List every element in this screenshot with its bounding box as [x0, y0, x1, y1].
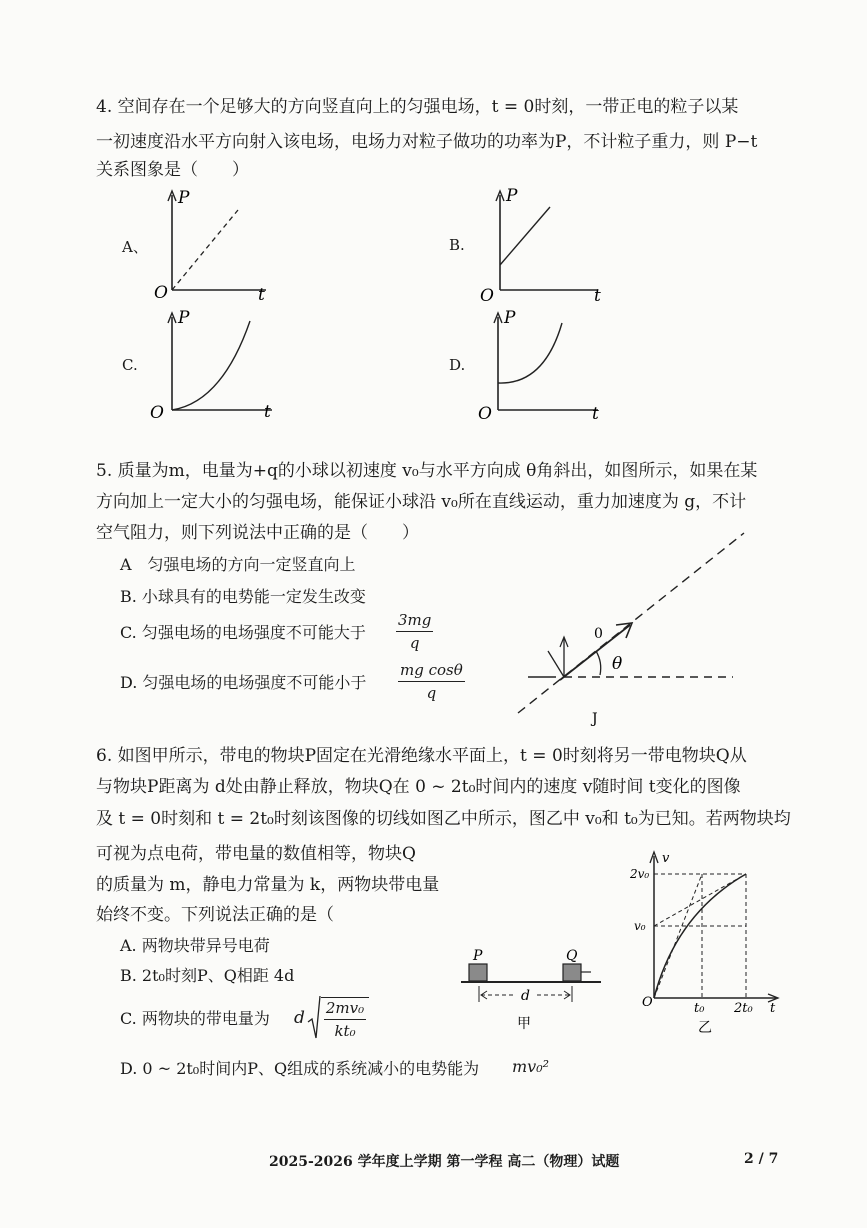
q4-graph-c	[150, 307, 280, 427]
block-p	[469, 964, 487, 981]
q4-stem-line2: 一初速度沿水平方向射入该电场，电场力对粒子做功的功率为P，不计粒子重力，则 P−t	[96, 132, 758, 152]
q6-option-b: B. 2t₀时刻P、Q相距 4d	[120, 966, 295, 985]
q6-stem-line1: 6. 如图甲所示，带电的物块P固定在光滑绝缘水平面上，t = 0时刻将另一带电物块Q从	[96, 746, 747, 766]
q4-graph-d	[476, 305, 606, 425]
q6-figure-yi	[628, 846, 788, 1041]
q6-jia-q: Q	[566, 948, 578, 964]
q4-d-origin: O	[478, 404, 492, 424]
q4-option-b-label: B.	[449, 236, 465, 254]
q6-c-numerator: 2mv₀	[324, 999, 366, 1020]
q5-stem-line1: 5. 质量为m，电量为+q的小球以初速度 v₀与水平方向成 θ角斜出，如图所示，如果在某	[96, 461, 758, 481]
q6-stem-line6: 始终不变。下列说法正确的是（	[96, 905, 334, 925]
q6-option-d-value: mv₀²	[512, 1057, 550, 1076]
q5-option-c: C. 匀强电场的电场强度不可能大于	[120, 623, 366, 642]
q6-stem-line2: 与物块P距离为 d处由静止释放，物块Q在 0 ~ 2t₀时间内的速度 v随时间 t变化的图像	[96, 777, 741, 797]
q5-option-b: B. 小球具有的电势能一定发生改变	[120, 587, 366, 606]
q6-yi-t: t	[770, 1001, 776, 1016]
block-q	[563, 964, 581, 981]
q5-option-c-fraction	[396, 611, 433, 652]
q4-c-x-label: t	[264, 402, 271, 422]
q6-stem-line5: 的质量为 m，静电力常量为 k，两物块带电量	[96, 875, 440, 895]
q4-option-c-label: C.	[122, 356, 138, 374]
q6-yi-2t0: 2t₀	[734, 1001, 753, 1016]
q4-c-origin: O	[150, 403, 164, 423]
q4-b-origin: O	[480, 286, 494, 305]
q4-option-a-label: A、	[122, 238, 148, 256]
radical-sign-icon	[307, 994, 321, 1042]
q6-stem-line3: 及 t = 0时刻和 t = 2t₀时刻该图像的切线如图乙中所示，图乙中 v₀和 t₀为已知。若两物块均	[96, 809, 791, 829]
q4-stem-line3: 关系图象是（ ）	[96, 160, 249, 180]
q6-option-c-expression	[294, 994, 369, 1042]
q6-jia-caption: 甲	[517, 1016, 531, 1032]
q4-option-d-label: D.	[449, 356, 466, 374]
q6-yi-v: v	[662, 851, 670, 866]
q6-figure-jia	[455, 940, 615, 1035]
q4-d-x-label: t	[592, 404, 599, 424]
q5-d-numerator: mg cosθ	[398, 661, 465, 682]
q6-jia-d: d	[521, 988, 530, 1004]
q5-fig-mark: J	[592, 711, 598, 727]
q4-b-y-label: P	[506, 186, 518, 206]
q6-option-d: D. 0 ~ 2t₀时间内P、Q组成的系统减小的电势能为	[120, 1059, 480, 1078]
q6-c-denominator: kt₀	[334, 1021, 356, 1040]
q4-a-x-label: t	[258, 285, 265, 305]
page-number: 2 / 7	[744, 1151, 779, 1167]
q4-graph-a	[150, 185, 275, 305]
page-footer-title: 2025-2026 学年度上学期 第一学程 高二（物理）试题	[269, 1154, 620, 1170]
q4-a-origin: O	[154, 283, 168, 303]
q5-c-numerator: 3mg	[396, 611, 433, 632]
q5-d-denominator: q	[426, 684, 437, 702]
q5-stem-line3: 空气阻力，则下列说法中正确的是（ ）	[96, 523, 419, 543]
q5-option-d: D. 匀强电场的电场强度不可能小于	[120, 673, 367, 692]
q6-stem-line4: 可视为点电荷，带电量的数值相等，物块Q	[96, 844, 416, 864]
q6-jia-p: P	[473, 948, 483, 964]
q6-option-a: A. 两物块带异号电荷	[120, 936, 270, 955]
q5-option-d-fraction	[398, 661, 465, 702]
q5-fig-v-label: 0	[594, 626, 603, 642]
q4-d-y-label: P	[504, 308, 516, 328]
q6-yi-t0: t₀	[694, 1001, 705, 1016]
q6-yi-caption: 乙	[698, 1020, 712, 1036]
q5-trajectory-figure	[508, 525, 758, 735]
q5-c-denominator: q	[409, 634, 420, 652]
q4-a-y-label: P	[178, 188, 190, 208]
q4-c-y-label: P	[178, 308, 190, 328]
q5-stem-line2: 方向加上一定大小的匀强电场，能保证小球沿 v₀所在直线运动，重力加速度为 g，不计	[96, 492, 747, 512]
q6-option-c: C. 两物块的带电量为	[120, 1009, 270, 1028]
q6-yi-origin: O	[642, 995, 653, 1010]
q5-option-a: A 匀强电场的方向一定竖直向上	[120, 555, 356, 574]
q4-graph-b	[478, 185, 608, 305]
q6-c-d: d	[294, 1008, 305, 1028]
q4-stem-line1: 4. 空间存在一个足够大的方向竖直向上的匀强电场，t = 0时刻，一带正电的粒子以某	[96, 97, 739, 117]
q4-b-x-label: t	[594, 286, 601, 305]
q6-yi-2v0: 2v₀	[630, 867, 650, 881]
q5-fig-theta: θ	[612, 654, 623, 674]
q6-yi-v0: v₀	[634, 919, 646, 933]
